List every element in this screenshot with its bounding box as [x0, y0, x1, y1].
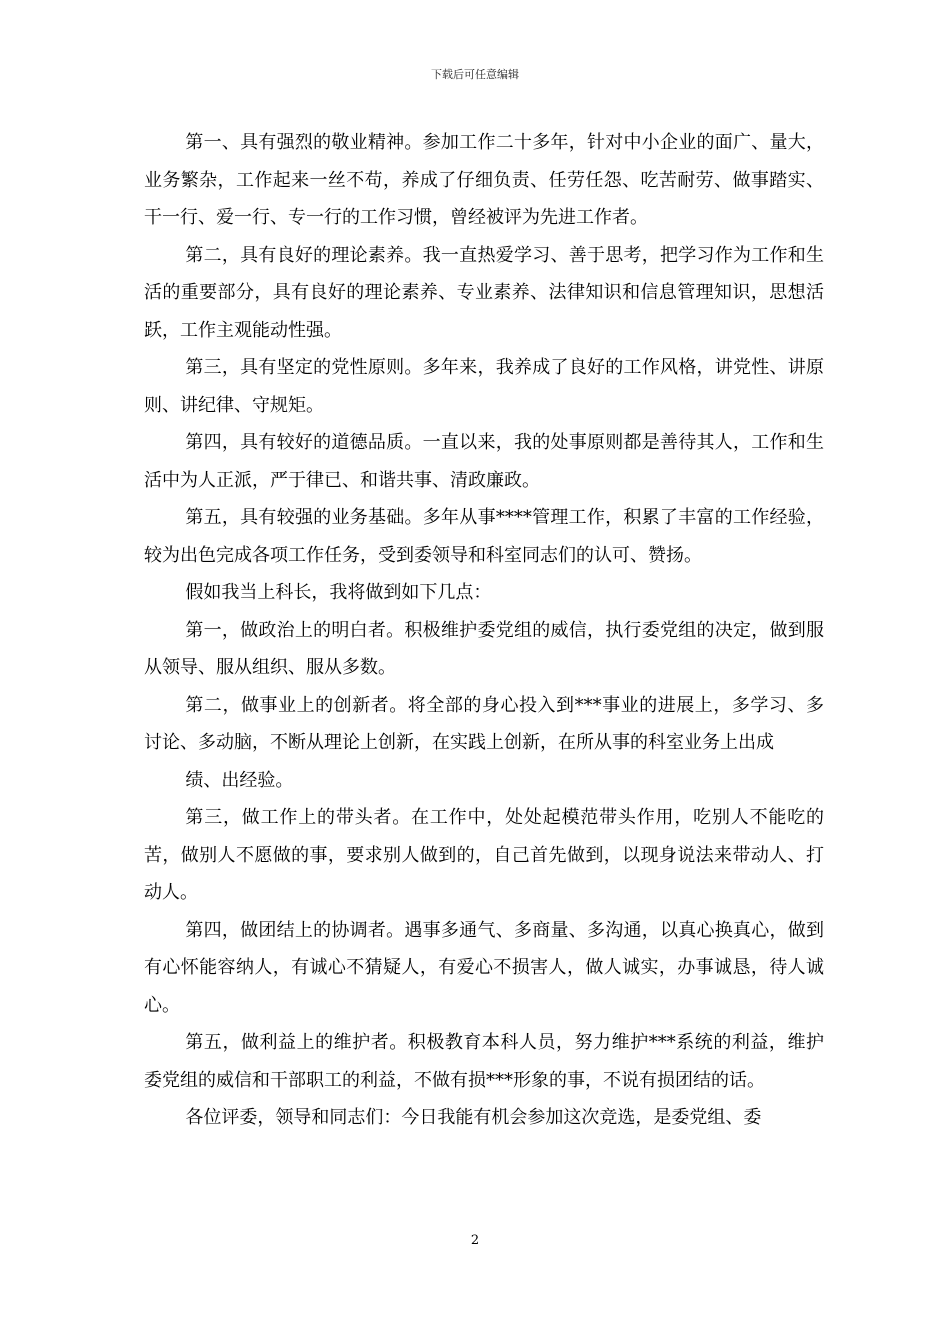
paragraph-plan-2-continued: 绩、出经验。 [185, 769, 294, 791]
page-header: 下载后可任意编辑 [431, 68, 519, 81]
paragraph-strength-5: 第五，具有较强的业务基础。多年从事****管理工作，积累了丰富的工作经验，较为出色完成各项工作任务，受到委领导和科室同志们的认可、赞扬。 [144, 507, 824, 566]
paragraph-plan-5: 第五，做利益上的维护者。积极教育本科人员，努力维护***系统的利益，维护委党组的威信和干部职工的利益，不做有损***形象的事，不说有损团结的话。 [144, 1032, 824, 1091]
paragraph-plan-2: 第二，做事业上的创新者。将全部的身心投入到***事业的进展上，多学习、多讨论、多动脑，不断从理论上创新，在实践上创新，在所从事的科室业务上出成 [144, 694, 824, 753]
paragraph-strength-4: 第四，具有较好的道德品质。一直以来，我的处事原则都是善待其人，工作和生活中为人正派，严于律已、和谐共事、清政廉政。 [144, 432, 824, 491]
paragraph-strength-2: 第二，具有良好的理论素养。我一直热爱学习、善于思考，把学习作为工作和生活的重要部分，具有良好的理论素养、专业素养、法律知识和信息管理知识，思想活跃，工作主观能动性强。 [144, 244, 824, 341]
paragraph-closing: 各位评委，领导和同志们：今日我能有机会参加这次竞选，是委党组、委 [185, 1107, 762, 1128]
paragraph-strength-1: 第一、具有强烈的敬业精神。参加工作二十多年，针对中小企业的面广、量大，业务繁杂，工作起来一丝不苟，养成了仔细负责、任劳任怨、吃苦耐劳、做事踏实、干一行、爱一行、专一行的工作习惯，曾经被评为先进工作者。 [144, 132, 824, 228]
paragraph-strength-3: 第三，具有坚定的党性原则。多年来，我养成了良好的工作风格，讲党性、讲原则、讲纪律、守规矩。 [144, 357, 824, 416]
document-body [144, 124, 824, 1137]
page-number: 2 [470, 1233, 480, 1248]
paragraph-plan-1: 第一，做政治上的明白者。积极维护委党组的威信，执行委党组的决定，做到服从领导、服从组织、服从多数。 [144, 619, 824, 678]
paragraph-plan-3: 第三，做工作上的带头者。在工作中，处处起模范带头作用，吃别人不能吃的苦，做别人不愿做的事，要求别人做到的，自己首先做到，以现身说法来带动人、打动人。 [144, 807, 824, 903]
paragraph-plan-intro: 假如我当上科长，我将做到如下几点： [185, 582, 492, 603]
paragraph-plan-4: 第四，做团结上的协调者。遇事多通气、多商量、多沟通，以真心换真心，做到有心怀能容纳人，有诚心不猜疑人，有爱心不损害人，做人诚实，办事诚恳，待人诚心。 [144, 919, 824, 1016]
